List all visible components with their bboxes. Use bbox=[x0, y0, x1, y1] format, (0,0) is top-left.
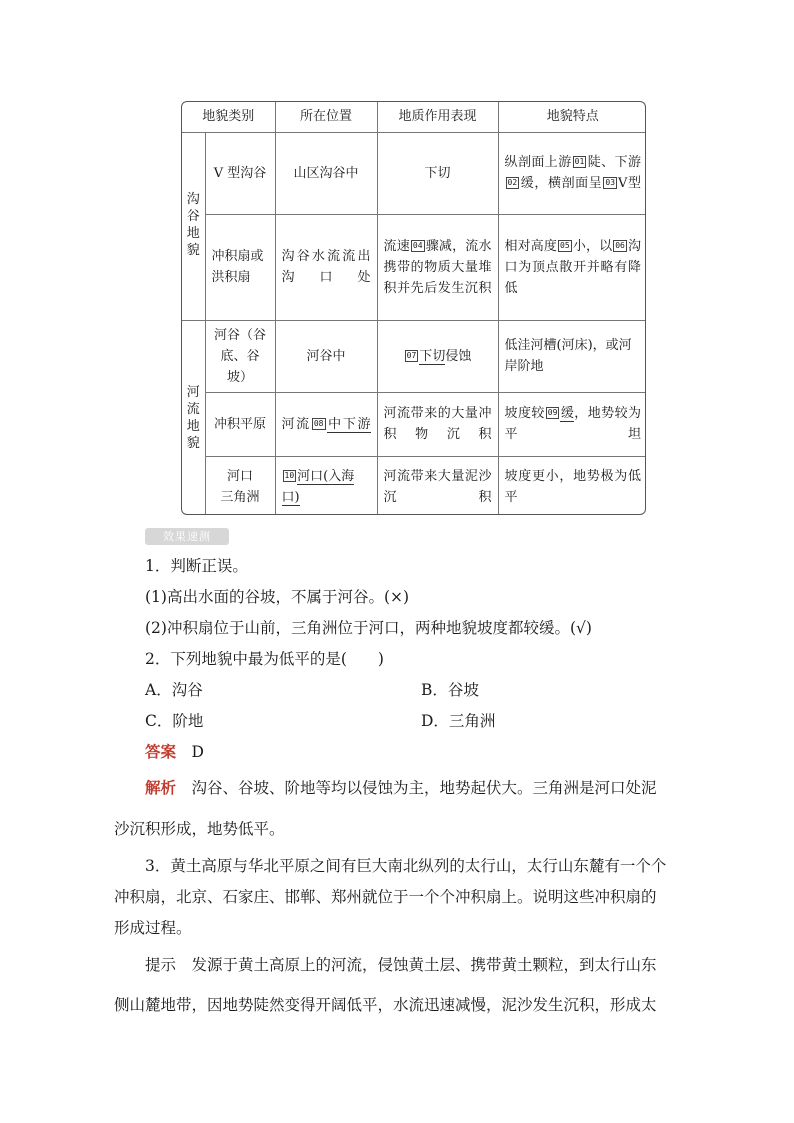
q2-title: 2．下列地貌中最为低平的是( ) bbox=[145, 650, 384, 668]
cell-type: V 型沟谷 bbox=[205, 132, 275, 214]
table-header-row bbox=[182, 102, 646, 132]
analysis-label: 解析 bbox=[145, 778, 177, 797]
q2-option-b: B．谷坡 bbox=[421, 681, 479, 699]
blank-number-box: 09 bbox=[547, 408, 558, 417]
blank-number-box: 06 bbox=[615, 240, 625, 250]
q3-line-1: 3．黄土高原与华北平原之间有巨大南北纵列的太行山，太行山东麓有一个个 bbox=[145, 857, 667, 875]
q2-answer: 答案 D bbox=[145, 742, 204, 761]
cell-type: 冲积扇或洪积扇 bbox=[205, 214, 275, 320]
cell-feature: 坡度较 09 缓，地势较为平坦 bbox=[498, 392, 646, 456]
table-row bbox=[182, 214, 646, 320]
cell-location: 沟谷水流流出沟口处 bbox=[275, 214, 377, 320]
cell-feature: 纵剖面上游 01 陡、下游02 缓，横剖面呈 03 V型 bbox=[498, 132, 646, 214]
q2-analysis-line-2: 沙沉积形成，地势低平。 bbox=[114, 820, 285, 838]
blank-number-box: 10 bbox=[284, 471, 295, 481]
table-row bbox=[182, 456, 646, 515]
header-landform-feature: 地貌特点 bbox=[498, 102, 646, 132]
cell-feature: 相对高度 05 小，以 06 沟口为顶点散开并略有降低 bbox=[498, 214, 646, 320]
blank-number-box: 01 bbox=[574, 157, 585, 166]
q2-option-c: C．阶地 bbox=[145, 712, 204, 730]
blank-number-box: 07 bbox=[406, 350, 417, 360]
blank-number-box: 02 bbox=[507, 178, 518, 187]
header-geologic-action: 地质作用表现 bbox=[377, 102, 498, 132]
table-row bbox=[182, 392, 646, 456]
q2-option-a: A．沟谷 bbox=[145, 681, 203, 699]
cell-feature: 低洼河槽(河床)，或河岸阶地 bbox=[498, 320, 646, 392]
q1-statement-1: (1)高出水面的谷坡，不属于河谷。(×) bbox=[145, 588, 410, 606]
header-landform-type: 地貌类别 bbox=[182, 102, 275, 132]
cell-action: 下切 bbox=[377, 132, 498, 214]
q3-hint-line-1: 提示 发源于黄土高原上的河流，侵蚀黄土层、携带黄土颗粒，到太行山东 bbox=[145, 956, 657, 974]
cell-type: 河口 三角洲 bbox=[205, 456, 275, 515]
blank-number-box: 04 bbox=[412, 240, 423, 250]
group-label-river bbox=[182, 320, 205, 515]
cell-feature: 坡度更小，地势极为低平 bbox=[498, 456, 646, 515]
q2-option-d: D．三角洲 bbox=[421, 712, 496, 730]
cell-type: 河谷（谷底、谷坡） bbox=[205, 320, 275, 392]
q2-analysis-line-1: 解析 沟谷、谷坡、阶地等均以侵蚀为主，地势起伏大。三角洲是河口处泥 bbox=[145, 778, 657, 797]
group-label-text: 河流地貌 bbox=[186, 385, 200, 451]
q3-hint-line-2: 侧山麓地带，因地势陡然变得开阔低平，水流迅速减慢，泥沙发生沉积，形成太 bbox=[114, 996, 657, 1014]
q1-title: 1．判断正误。 bbox=[145, 557, 248, 575]
group-label-text: 沟谷地貌 bbox=[186, 192, 200, 258]
cell-location: 河谷中 bbox=[275, 320, 377, 392]
blank-number-box: 05 bbox=[560, 240, 570, 250]
cell-type: 冲积平原 bbox=[205, 392, 275, 456]
blank-number-box: 08 bbox=[313, 418, 324, 428]
blank-number-box: 03 bbox=[605, 178, 616, 187]
group-label-gully bbox=[182, 132, 205, 320]
table-row bbox=[182, 132, 646, 214]
cell-action: 07 下切侵蚀 bbox=[377, 320, 498, 392]
table-row bbox=[182, 320, 646, 392]
cell-location: 山区沟谷中 bbox=[275, 132, 377, 214]
q1-statement-2: (2)冲积扇位于山前，三角洲位于河口，两种地貌坡度都较缓。(√) bbox=[145, 619, 592, 637]
cell-action: 流速 04 骤减，流水携带的物质大量堆积并先后发生沉积 bbox=[377, 214, 498, 320]
landform-table bbox=[181, 101, 646, 515]
cell-location: 河流 08 中下游 bbox=[275, 392, 377, 456]
section-tag: 效果速测 bbox=[145, 528, 229, 545]
cell-action: 河流带来的大量冲积物沉积 bbox=[377, 392, 498, 456]
header-location: 所在位置 bbox=[275, 102, 377, 132]
cell-location: 10 河口(入海口) bbox=[275, 456, 377, 515]
hint-label: 提示 bbox=[145, 956, 177, 974]
landform-table-grid bbox=[182, 102, 646, 515]
q3-line-3: 形成过程。 bbox=[114, 919, 192, 937]
cell-action: 河流带来大量泥沙沉积 bbox=[377, 456, 498, 515]
answer-label: 答案 bbox=[145, 742, 177, 761]
q3-line-2: 冲积扇，北京、石家庄、邯郸、郑州就位于一个个冲积扇上。说明这些冲积扇的 bbox=[114, 888, 657, 906]
